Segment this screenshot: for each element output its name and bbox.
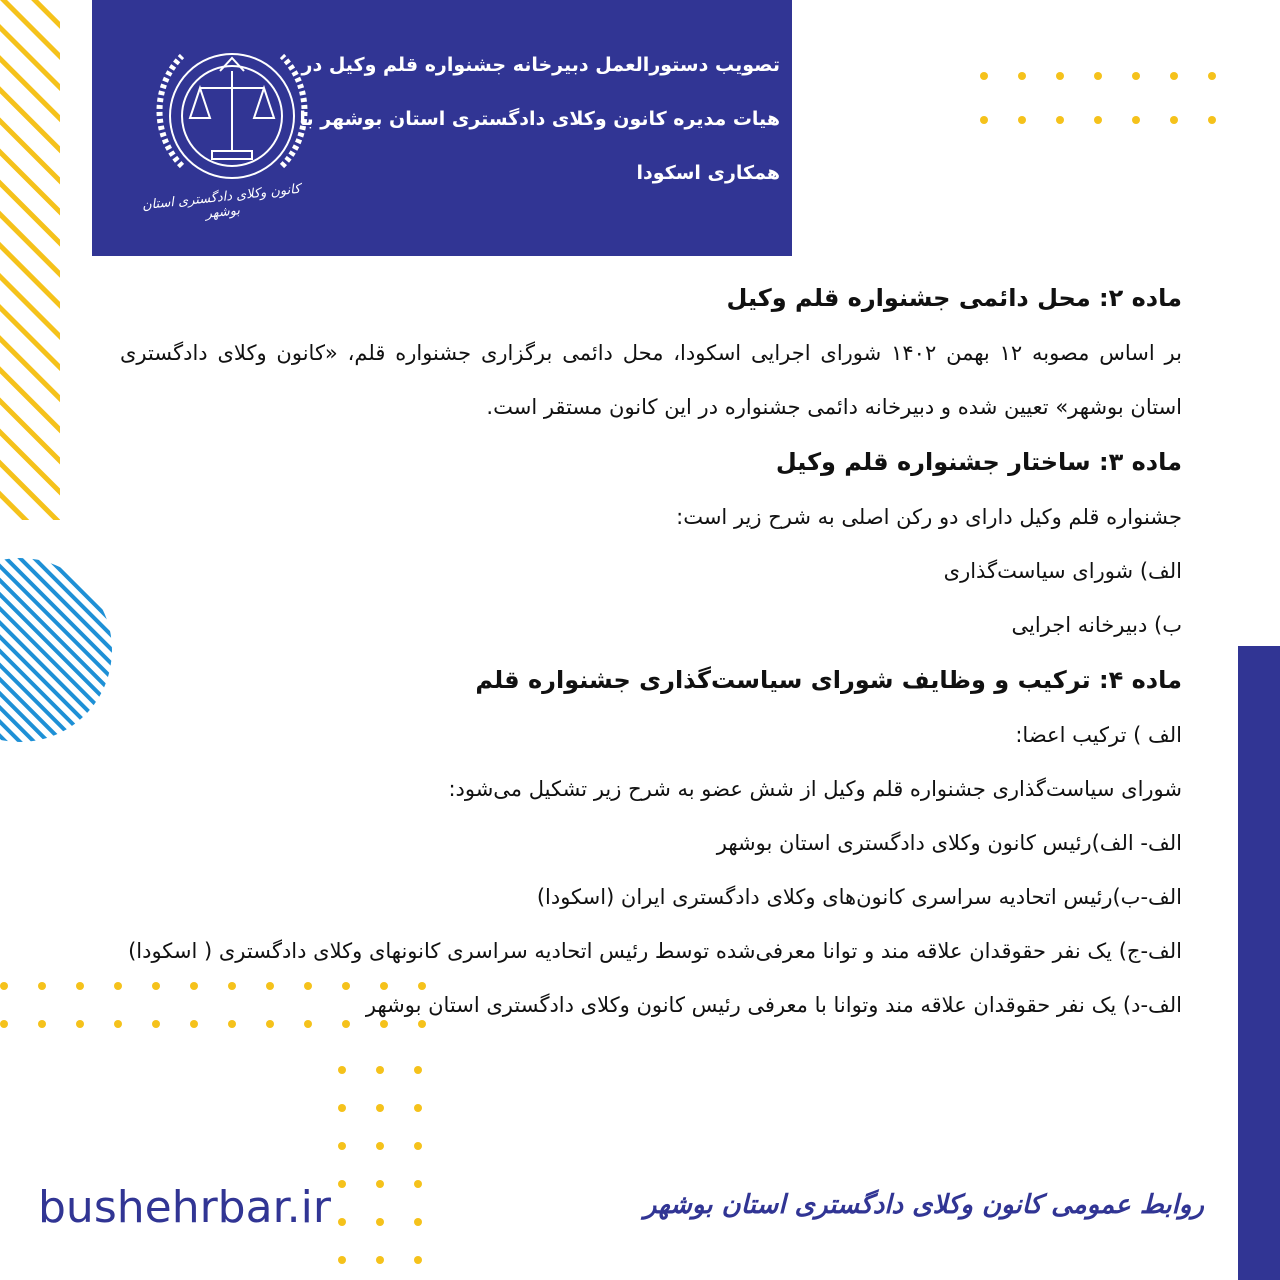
list-item: الف-ب)رئیس اتحادیه سراسری کانون‌های وکلای دادگستری ایران (اسکودا) <box>536 885 1182 909</box>
header-title-line: همکاری اسکودا <box>636 162 780 184</box>
article-3-heading: ماده ۳: ساختار جشنواره قلم وکیل <box>775 448 1182 476</box>
list-item: الف-د) یک نفر حقوقدان علاقه مند وتوانا با معرفی رئیس کانون وکلای دادگستری استان بوشهر <box>365 993 1182 1017</box>
header-title <box>260 38 780 200</box>
header-banner <box>92 0 792 256</box>
list-item: الف) شورای سیاست‌گذاری <box>943 559 1182 583</box>
striped-circle-decoration <box>0 555 115 745</box>
header-title-line: هیات مدیره کانون وکلای دادگستری استان بوشهر با <box>299 108 780 130</box>
header-title-line: تصویب دستورالعمل دبیرخانه جشنواره قلم وکیل در <box>301 54 780 76</box>
article-4-heading: ماده ۴: ترکیب و وظایف شورای سیاست‌گذاری جشنواره قلم <box>475 666 1182 694</box>
article-4-intro: شورای سیاست‌گذاری جشنواره قلم وکیل از شش عضو به شرح زیر تشکیل می‌شود: <box>448 777 1182 801</box>
footer-organization: روابط عمومی کانون وکلای دادگستری استان بوشهر <box>643 1190 1204 1220</box>
article-4-subheading: الف ) ترکیب اعضا: <box>1015 723 1182 747</box>
website-url: bushehrbar.ir <box>38 1182 331 1233</box>
article-content <box>120 270 1182 1032</box>
list-item: الف- الف)رئیس کانون وکلای دادگستری استان بوشهر <box>716 831 1182 855</box>
dot-grid-decoration <box>970 60 1250 140</box>
article-3-intro: جشنواره قلم وکیل دارای دو رکن اصلی به شرح زیر است: <box>676 505 1182 529</box>
yellow-stripes-decoration <box>0 0 60 520</box>
emblem-caption: کانون وکلای دادگستری استان بوشهر <box>141 181 302 222</box>
article-2-heading: ماده ۲: محل دائمی جشنواره قلم وکیل <box>726 284 1182 312</box>
article-2-body: بر اساس مصوبه ۱۲ بهمن ۱۴۰۲ شورای اجرایی اسکودا، محل دائمی برگزاری جشنواره قلم، «کانون وکلای دادگستری استان بوشهر» تعیین شده و دبیرخانه دائمی جشنواره در این کانون مستقر است. <box>120 341 1182 419</box>
list-item: ب) دبیرخانه اجرایی <box>1011 613 1182 637</box>
right-accent-bar <box>1238 646 1280 1280</box>
list-item: الف-ج) یک نفر حقوقدان علاقه مند و توانا معرفی‌شده توسط رئیس اتحادیه سراسری کانونهای وکلای دادگستری ( اسکودا) <box>128 939 1182 963</box>
